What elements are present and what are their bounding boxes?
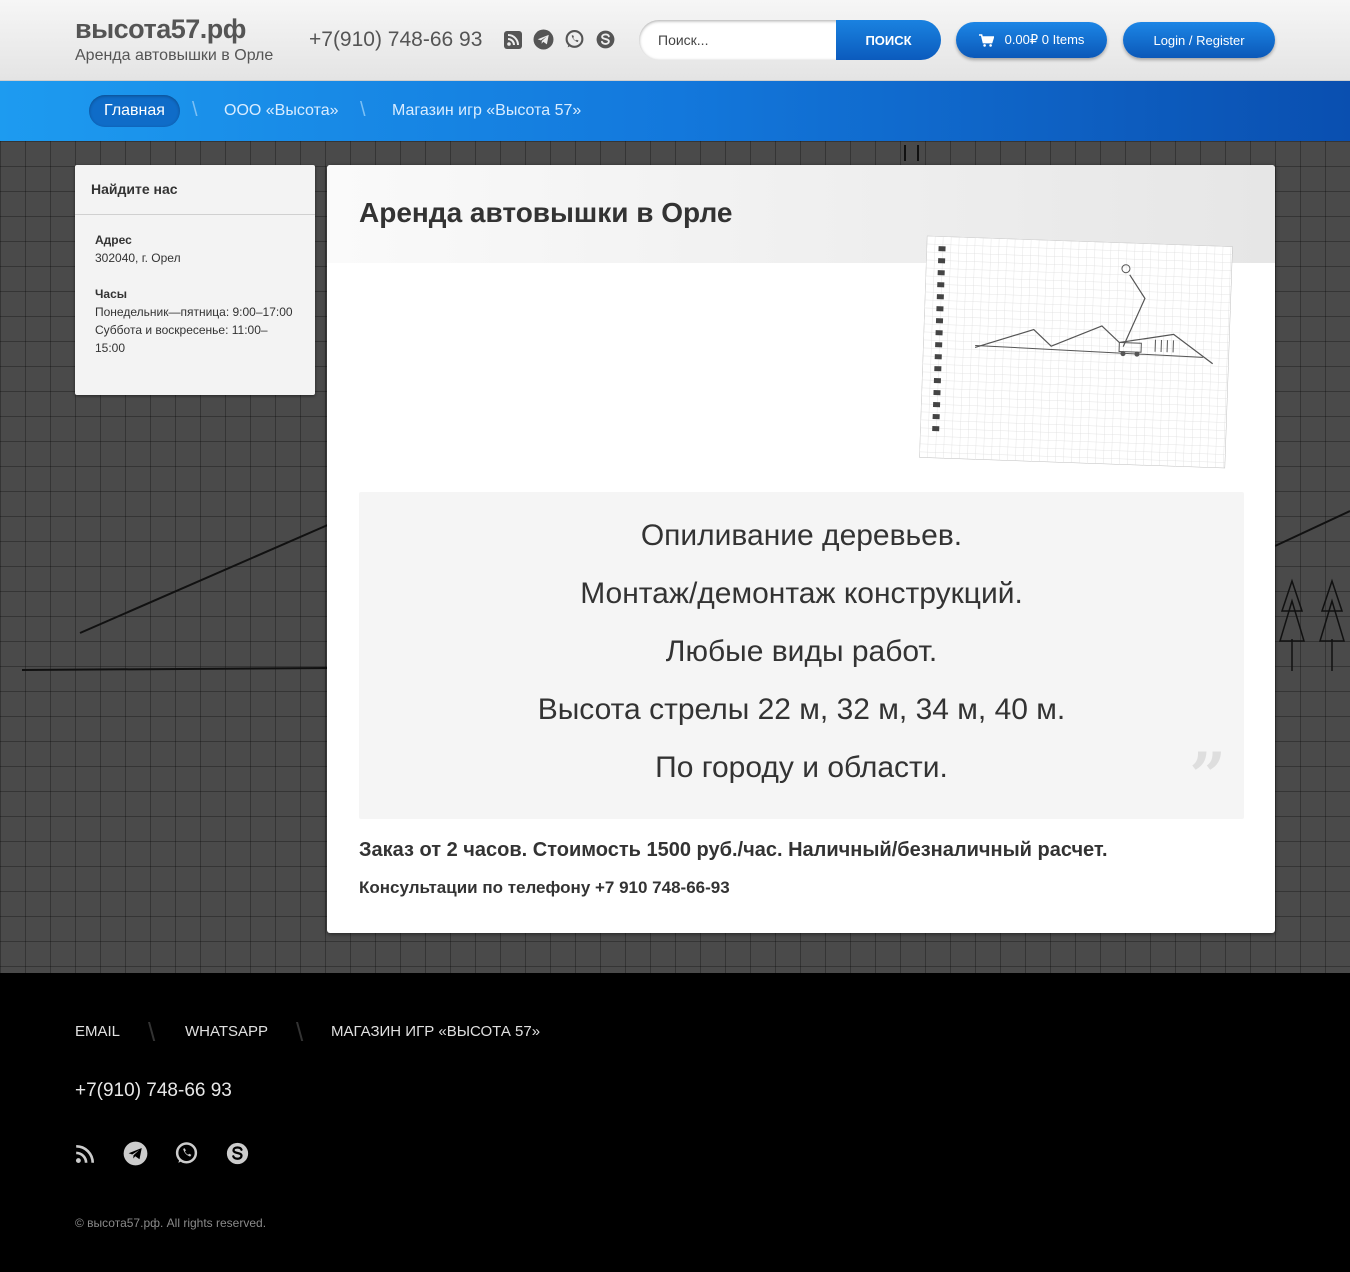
find-us-widget xyxy=(75,165,315,395)
cart-label: 0.00₽ 0 Items xyxy=(1004,32,1085,47)
whatsapp-icon[interactable] xyxy=(564,29,585,50)
address-label: Адрес xyxy=(95,233,132,247)
quote-line: По городу и области. xyxy=(655,751,948,784)
site-header xyxy=(0,0,1350,81)
skype-icon[interactable] xyxy=(225,1141,250,1166)
login-register-button[interactable]: Login / Register xyxy=(1123,22,1275,58)
quote-line: Опиливание деревьев. xyxy=(640,519,963,552)
address-value: 302040, г. Орел xyxy=(95,251,181,265)
nav-separator: \ xyxy=(192,99,198,121)
cart-icon xyxy=(979,34,994,47)
quote-line: Любые виды работ. xyxy=(665,635,938,668)
nav-separator: \ xyxy=(360,99,366,121)
services-quote xyxy=(359,492,1244,819)
telegram-icon[interactable] xyxy=(533,29,554,50)
hours-weekday: Понедельник—пятница: 9:00–17:00 xyxy=(95,305,293,319)
footer-social-links xyxy=(72,1141,250,1166)
footer-separator: \ xyxy=(148,1017,156,1047)
widget-title: Найдите нас xyxy=(75,165,315,215)
whatsapp-icon[interactable] xyxy=(174,1141,199,1166)
quote-line: Высота стрелы 22 м, 32 м, 34 м, 40 м. xyxy=(537,693,1066,726)
hours-label: Часы xyxy=(95,287,128,301)
main-navigation xyxy=(0,81,1350,141)
quote-mark-icon: ” xyxy=(1189,739,1226,814)
footer-separator: \ xyxy=(296,1017,304,1047)
footer-link-email[interactable]: EMAIL xyxy=(75,1023,121,1040)
page-title: Аренда автовышки в Орле xyxy=(359,197,733,228)
header-phone[interactable]: +7(910) 748-66 93 xyxy=(309,28,483,51)
header-social-links xyxy=(502,29,616,50)
search-form xyxy=(639,20,941,60)
site-tagline: Аренда автовышки в Орле xyxy=(75,47,274,64)
main-content xyxy=(327,165,1275,933)
pricing-info: Заказ от 2 часов. Стоимость 1500 руб./час. Наличный/безналичный расчет. xyxy=(359,839,1108,861)
footer-link-game-shop[interactable]: МАГАЗИН ИГР «ВЫСОТА 57» xyxy=(331,1023,541,1040)
site-footer xyxy=(0,973,1350,1272)
telegram-icon[interactable] xyxy=(123,1141,148,1166)
skype-icon[interactable] xyxy=(595,29,616,50)
copyright: © высота57.рф. All rights reserved. xyxy=(75,1216,267,1230)
notebook-sketch-image xyxy=(919,236,1233,469)
site-title[interactable]: высота57.рф xyxy=(75,14,246,44)
search-button[interactable]: ПОИСК xyxy=(836,20,941,60)
hours-weekend: Суббота и воскресенье: 11:00–15:00 xyxy=(95,323,268,355)
rss-icon[interactable] xyxy=(72,1141,97,1166)
nav-item-vysota[interactable]: ООО «Высота» xyxy=(224,102,339,119)
quote-line: Монтаж/демонтаж конструкций. xyxy=(580,577,1023,610)
consultation-info: Консультации по телефону +7 910 748-66-93 xyxy=(359,878,730,897)
rss-icon[interactable] xyxy=(502,29,523,50)
footer-link-whatsapp[interactable]: WHATSAPP xyxy=(185,1023,269,1040)
footer-phone[interactable]: +7(910) 748-66 93 xyxy=(75,1080,232,1101)
nav-item-game-shop[interactable]: Магазин игр «Высота 57» xyxy=(392,102,582,119)
cart-button[interactable] xyxy=(956,22,1107,58)
search-input[interactable] xyxy=(639,20,837,60)
nav-item-home[interactable]: Главная xyxy=(89,95,180,127)
